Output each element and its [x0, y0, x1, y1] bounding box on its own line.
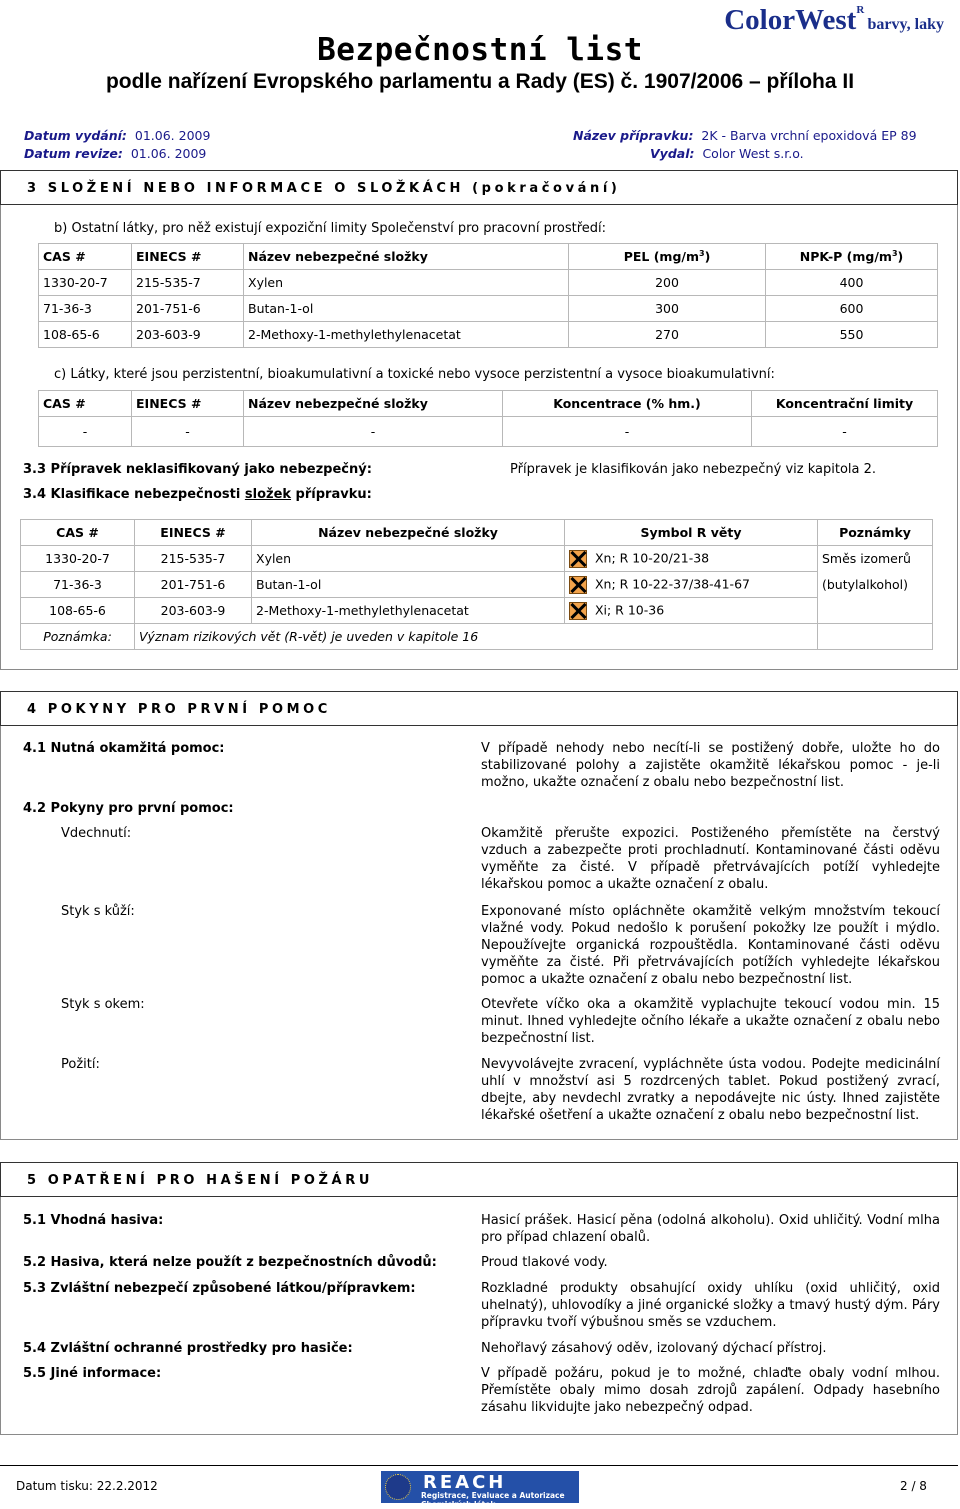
item-5-1-text: Hasicí prášek. Hasicí pěna (odolná alkoholu). Oxid uhličitý. Vodní mlha pro případ chlazení obalů. [481, 1213, 940, 1245]
item-5-5-text: V případě požáru, pokud je to možné, chlaďte obaly vodní mlhou. Přemístěte obaly mimo dosah zdrojů zapálení. Odpady hasebního zásahu likvidujte jako nebezpečný odpad. [481, 1366, 940, 1415]
hazard-cell: Xi; R 10-36 [565, 598, 818, 624]
classification-table [20, 519, 933, 650]
revision-date: Datum revize: 01.06. 2009 [24, 146, 207, 161]
section-4-heading: 4 POKYNY PRO PRVNÍ POMOC [0, 691, 958, 726]
table-row: Poznámka: Význam rizikových vět (R-vět) je uveden v kapitole 16 [21, 624, 933, 650]
item-3-3-label: 3.3 Přípravek neklasifikovaný jako nebezpečný: [23, 462, 372, 477]
publisher: Vydal: Color West s.r.o. [650, 146, 804, 161]
item-5-2-label: 5.2 Hasiva, která nelze použít z bezpečnostních důvodů: [23, 1255, 437, 1270]
section-5-heading: 5 OPATŘENÍ PRO HAŠENÍ POŽÁRU [0, 1162, 958, 1197]
document-subtitle: podle nařízení Evropského parlamentu a Rady (ES) č. 1907/2006 – příloha II [105, 70, 855, 93]
footer-divider [0, 1465, 958, 1466]
col-einecs: EINECS # [132, 244, 244, 270]
item-4-2-label: 4.2 Pokyny pro první pomoc: [23, 801, 234, 816]
item-4-1-text: V případě nehody nebo necítí-li se postižený dobře, uložte ho do stabilizované polohy a zajistěte okamžitě lékařskou pomoc - je-li možno, ukažte označení z obalu nebo bezpečnostní list. [481, 741, 940, 790]
section-3b-title: b) Ostatní látky, pro něž existují expoziční limity Společenství pro pracovní prostředí: [54, 221, 607, 236]
col-pel: PEL $(mg/m^3)$ [569, 244, 766, 270]
eu-stars-icon [385, 1474, 411, 1500]
document-title: Bezpečnostní list [317, 32, 643, 68]
table-row: 1330-20-7 215-535-7 Xylen 200 400 [39, 270, 938, 296]
product-name: Název přípravku: 2K - Barva vrchní epoxidová EP 89 [573, 128, 917, 143]
col-npk: NPK-P $(mg/m^3)$ [766, 244, 938, 270]
item-5-1-label: 5.1 Vhodná hasiva: [23, 1213, 164, 1228]
item-5-4-text: Nehořlavý zásahový oděv, izolovaný dýchací přístroj. [481, 1341, 827, 1356]
table-header-row [39, 244, 938, 270]
table-row: 108-65-6 203-603-9 2-Methoxy-1-methylethylenacetat 270 550 [39, 322, 938, 348]
table-row: 108-65-6 203-603-9 2-Methoxy-1-methylethylenacetat Xi; R 10-36 [21, 598, 933, 624]
eye-label: Styk s okem: [61, 997, 145, 1012]
pbt-table [38, 390, 938, 447]
inhalation-text: Okamžitě přerušte expozici. Postiženého přemístěte na čerstvý vzduch a zabezpečte proti prochladnutí. Kontaminované části oděvu vyměňte za čisté. V případě přetrvávajících potíží vyhledejte lékařskou pomoc a ukažte označení z obalu. [481, 826, 940, 892]
col-name: Název nebezpečné složky [244, 244, 569, 270]
table-row: 71-36-3 201-751-6 Butan-1-ol 300 600 [39, 296, 938, 322]
issue-date: Datum vydání: 01.06. 2009 [24, 128, 211, 143]
section-3-heading: 3 SLOŽENÍ NEBO INFORMACE O SLOŽKÁCH (pokračování) [0, 170, 958, 205]
table-row: 1330-20-7 215-535-7 Xylen Xn; R 10-20/21-38 Směs izomerů [21, 546, 933, 572]
ingestion-text: Nevyvolávejte zvracení, vypláchněte ústa vodou. Podejte medicinální uhlí v množství asi 5 rozdrcených tablet. Pokud postižený zvrací, dbejte, aby nevdechl zvratky a nepodávejte nic ústy. Ihned zajistěte lékařské ošetření a ukažte označení z obalu nebo bezpečnostní list. [481, 1057, 940, 1123]
reach-logo: REACH Registrace, Evaluace a Autorizace Chemických látek [381, 1471, 579, 1503]
inhalation-label: Vdechnutí: [61, 826, 132, 841]
col-cas: CAS # [39, 244, 132, 270]
item-4-1-label: 4.1 Nutná okamžitá pomoc: [23, 741, 225, 756]
table-header-row: CAS # EINECS # Název nebezpečné složky Koncentrace (% hm.) Koncentrační limity [39, 391, 938, 417]
table-header-row: CAS # EINECS # Název nebezpečné složky Symbol R věty Poznámky [21, 520, 933, 546]
skin-label: Styk s kůží: [61, 904, 135, 919]
item-5-3-text: Rozkladné produkty obsahující oxidy uhlíku (oxid uhličitý, oxid uhelnatý), uhlovodíky a jiné organické složky a tmavý hustý dým. Páry přípravku tvoří výbušnou směs se vzduchem. [481, 1281, 940, 1330]
eye-text: Otevřete víčko oka a okamžitě vyplachujte tekoucí vodou min. 15 minut. Ihned vyhledejte očního lékaře a ukažte označení z obalu nebo bezpečnostní list. [481, 997, 940, 1046]
ingestion-label: Požití: [61, 1057, 100, 1072]
harmful-x-icon [569, 550, 587, 568]
item-3-3-value: Přípravek je klasifikován jako nebezpečný viz kapitola 2. [510, 462, 877, 477]
skin-text: Exponované místo opláchněte okamžitě velkým množstvím tekoucí vlažné vody. Pokud nedošlo k porušení pokožky lze použít i mýdlo. Nepoužívejte organická rozpouštědla. Kontaminované části oděvu vyměňte za čisté. Při přetrvávajících potížích vyhledejte lékařskou pomoc a ukažte označení z obalu nebo bezpečnostní list. [481, 904, 940, 987]
table-row: 71-36-3 201-751-6 Butan-1-ol Xn; R 10-22-37/38-41-67 (butylalkohol) [21, 572, 933, 598]
section-3c-title: c) Látky, které jsou perzistentní, bioakumulativní a toxické nebo vysoce perzistentní a vysoce bioakumulativní: [54, 367, 775, 382]
item-3-4-label: 3.4 Klasifikace nebezpečnosti složek přípravku: [23, 487, 372, 502]
item-5-2-text: Proud tlakové vody. [481, 1255, 608, 1270]
brand-logo: ColorWest$^R$ barvy, laky [724, 4, 944, 36]
harmful-x-icon [569, 576, 587, 594]
print-date: Datum tisku: 22.2.2012 [16, 1479, 158, 1493]
page-number: 2 / 8 [900, 1479, 927, 1493]
item-5-4-label: 5.4 Zvláštní ochranné prostředky pro hasiče: [23, 1341, 353, 1356]
exposure-limits-table [38, 243, 938, 348]
irritant-x-icon [569, 602, 587, 620]
item-5-5-label: 5.5 Jiné informace: [23, 1366, 162, 1381]
item-5-3-label: 5.3 Zvláštní nebezpečí způsobené látkou/přípravkem: [23, 1281, 416, 1296]
hazard-cell: Xn; R 10-22-37/38-41-67 [565, 572, 818, 598]
hazard-cell: Xn; R 10-20/21-38 [565, 546, 818, 572]
table-row: - - - - - [39, 417, 938, 447]
